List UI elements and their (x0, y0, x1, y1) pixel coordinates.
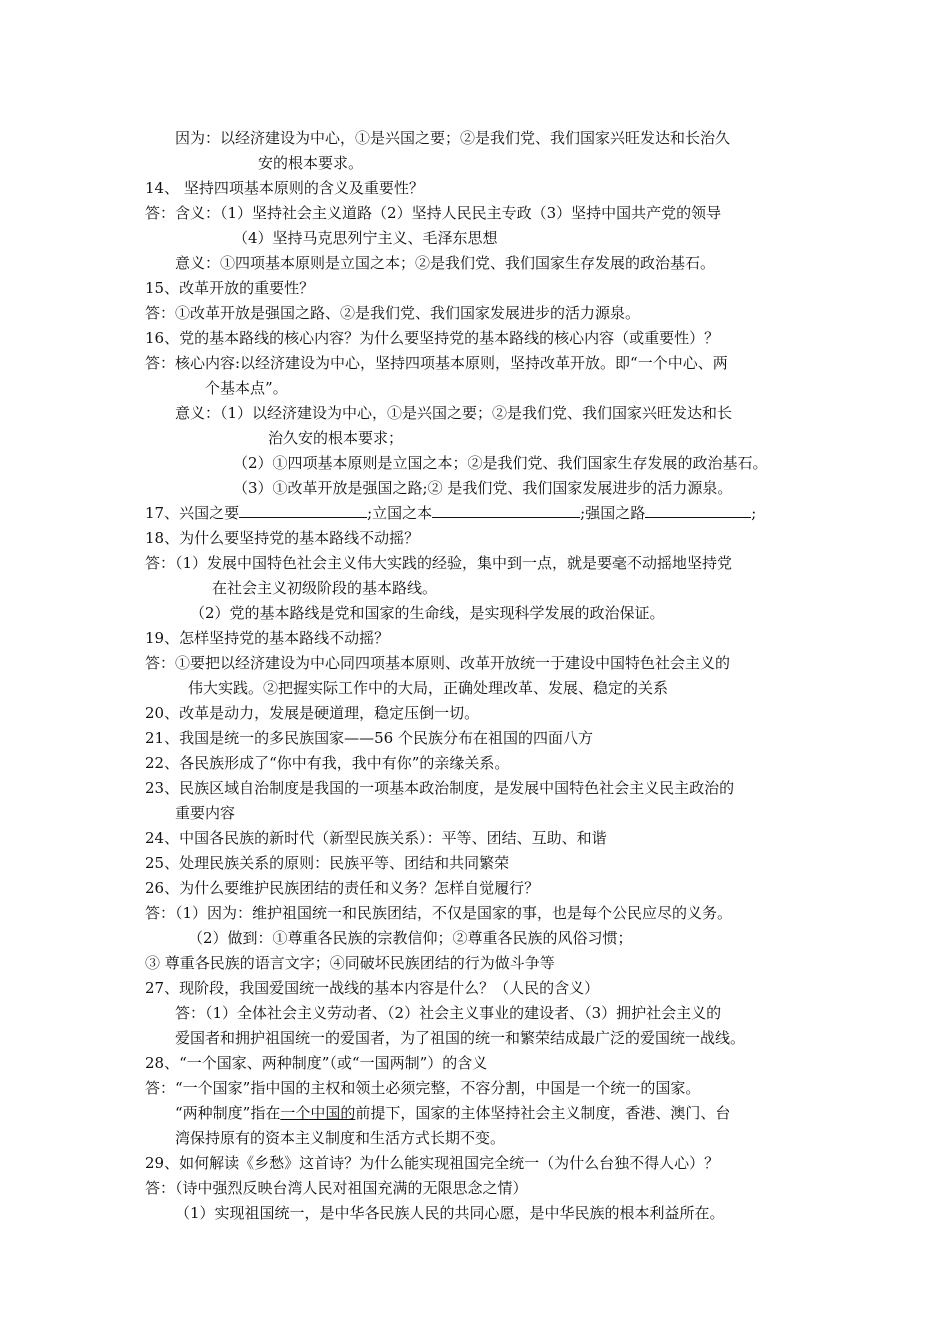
question-28: 28、“一个国家、两种制度”（或“一国两制”）的含义 (145, 1054, 488, 1072)
text-line: 湾保持原有的资本主义制度和生活方式长期不变。 (175, 1129, 506, 1147)
text-segment: 前提下，国家的主体坚持社会主义制度，香港、澳门、台 (355, 1104, 731, 1122)
text-line: （3）①改革开放是强国之路;② 是我们党、我们国家发展进步的活力源泉。 (233, 479, 733, 497)
text-line: （2）①四项基本原则是立国之本；②是我们党、我们国家生存发展的政治基石。 (233, 454, 768, 472)
question-29: 29、如何解读《乡愁》这首诗？为什么能实现祖国完全统一（为什么台独不得人心）？ (145, 1154, 720, 1172)
question-14: 14、 坚持四项基本原则的含义及重要性？ (145, 179, 424, 197)
text-line: 伟大实践。②把握实际工作中的大局，正确处理改革、发展、稳定的关系 (188, 679, 669, 697)
blank-line (239, 501, 367, 518)
text-line: 治久安的根本要求； (268, 429, 404, 447)
text-line: 答：（1）发展中国特色社会主义伟大实践的经验，集中到一点，就是要毫不动摇地坚持党 (145, 554, 733, 572)
fill-label: ;立国之本 (367, 504, 433, 522)
text-line: （4）坚持马克思列宁主义、毛泽东思想 (233, 229, 498, 247)
question-18: 18、为什么要坚持党的基本路线不动摇？ (145, 529, 420, 547)
question-16: 16、党的基本路线的核心内容？为什么要坚持党的基本路线的核心内容（或重要性）？ (145, 329, 720, 347)
text-line: （2）党的基本路线是党和国家的生命线，是实现科学发展的政治保证。 (190, 604, 665, 622)
item-23: 23、民族区域自治制度是我国的一项基本政治制度，是发展中国特色社会主义民主政治的 (145, 779, 735, 797)
text-line: 答：核心内容:以经济建设为中心，坚持四项基本原则，坚持改革开放。即“一个中心、两 (145, 354, 728, 372)
question-17-fill-in (145, 501, 756, 526)
text-line: 答：（1）全体社会主义劳动者、（2）社会主义事业的建设者、（3）拥护社会主义的 (175, 1004, 722, 1022)
item-25: 25、处理民族关系的原则：民族平等、团结和共同繁荣 (145, 854, 510, 872)
text-line: 意义：①四项基本原则是立国之本；②是我们党、我们国家生存发展的政治基石。 (175, 254, 716, 272)
text-line: 重要内容 (175, 804, 236, 822)
fill-label: ;强国之路 (580, 504, 646, 522)
text-line: 答：含义：（1）坚持社会主义道路（2）坚持人民民主专政（3）坚持中国共产党的领导 (145, 204, 722, 222)
blank-line (645, 501, 751, 518)
text-line: 意义：（1）以经济建设为中心，①是兴国之要；②是我们党、我们国家兴旺发达和长 (175, 404, 733, 422)
text-line: 答：（诗中强烈反映台湾人民对祖国充满的无限思念之情） (145, 1179, 528, 1197)
fill-label: 17、兴国之要 (145, 504, 240, 522)
question-19: 19、怎样坚持党的基本路线不动摇？ (145, 629, 390, 647)
text-line: 爱国者和拥护祖国统一的爱国者，为了祖国的统一和繁荣结成最广泛的爱国统一战线。 (175, 1029, 746, 1047)
item-24: 24、中国各民族的新时代（新型民族关系）：平等、团结、互助、和谐 (145, 829, 607, 847)
text-segment: “两种制度”指在 (175, 1104, 281, 1122)
text-line: （1）实现祖国统一，是中华各民族人民的共同心愿，是中华民族的根本利益所在。 (175, 1204, 725, 1222)
item-22: 22、各民族形成了“你中有我，我中有你”的亲缘关系。 (145, 754, 510, 772)
text-line: 因为：以经济建设为中心，①是兴国之要；②是我们党、我们国家兴旺发达和长治久 (175, 129, 731, 147)
item-21: 21、我国是统一的多民族国家——56 个民族分布在祖国的四面八方 (145, 729, 593, 747)
underlined-phrase: 一个中国的 (280, 1104, 356, 1122)
text-line: 安的根本要求。 (258, 154, 364, 172)
question-26: 26、为什么要维护民族团结的责任和义务？怎样自觉履行？ (145, 879, 540, 897)
text-line: 答：“一个国家”指中国的主权和领土必须完整，不容分割，中国是一个统一的国家。 (145, 1079, 701, 1097)
blank-line (432, 501, 580, 518)
text-line: 在社会主义初级阶段的基本路线。 (212, 579, 438, 597)
text-line: 答：①要把以经济建设为中心同四项基本原则、改革开放统一于建设中国特色社会主义的 (145, 654, 731, 672)
text-line: 个基本点”。 (205, 379, 288, 397)
text-line: ③ 尊重各民族的语言文字；④同破坏民族团结的行为做斗争等 (145, 954, 555, 972)
text-line (175, 1101, 730, 1126)
question-15: 15、改革开放的重要性？ (145, 279, 315, 297)
text-line: （2）做到：①尊重各民族的宗教信仰；②尊重各民族的风俗习惯； (188, 929, 633, 947)
item-20: 20、改革是动力，发展是硬道理，稳定压倒一切。 (145, 704, 480, 722)
fill-label: ; (751, 504, 757, 522)
text-line: 答：（1）因为：维护祖国统一和民族团结，不仅是国家的事，也是每个公民应尽的义务。 (145, 904, 733, 922)
text-line: 答：①改革开放是强国之路、②是我们党、我们国家发展进步的活力源泉。 (145, 304, 641, 322)
question-27: 27、现阶段，我国爱国统一战线的基本内容是什么？（人民的含义） (145, 979, 600, 997)
